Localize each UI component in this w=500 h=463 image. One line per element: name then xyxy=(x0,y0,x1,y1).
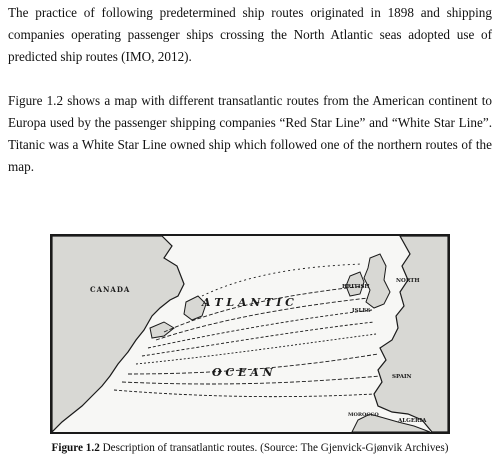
transatlantic-routes-map xyxy=(50,234,450,434)
label-morocco: MOROCCO xyxy=(348,412,379,418)
paragraph-routes-history: The practice of following predetermined ship routes originated in 1898 and shipping companies operating passenger ships crossing the North Atlantic seas adopted use of predicted ship routes (IMO, 2012). xyxy=(8,5,492,64)
figure-caption-label: Figure 1.2 xyxy=(51,442,100,454)
label-spain: SPAIN xyxy=(392,374,412,380)
map-drawing xyxy=(52,236,448,432)
label-canada: CANADA xyxy=(90,285,131,294)
label-isles: ISLES xyxy=(352,308,371,314)
figure-caption xyxy=(0,440,500,456)
label-atlantic: A T L A N T I C xyxy=(202,296,294,309)
label-british: BRITISH xyxy=(342,284,370,290)
label-ocean: O C E A N xyxy=(212,366,273,379)
label-north: NORTH xyxy=(396,278,420,284)
paragraph-figure-description: Figure 1.2 shows a map with different transatlantic routes from the American continent to Europa used by the passenger shipping companies “Red Star Line” and “White Star Line”. Titanic was a White Star Line owned ship which followed one of the northern routes of the map. xyxy=(8,93,492,174)
label-algeria: ALGERIA xyxy=(398,418,427,424)
figure-caption-text: Description of transatlantic routes. (Source: The Gjenvick-Gjønvik Archives) xyxy=(99,442,449,454)
